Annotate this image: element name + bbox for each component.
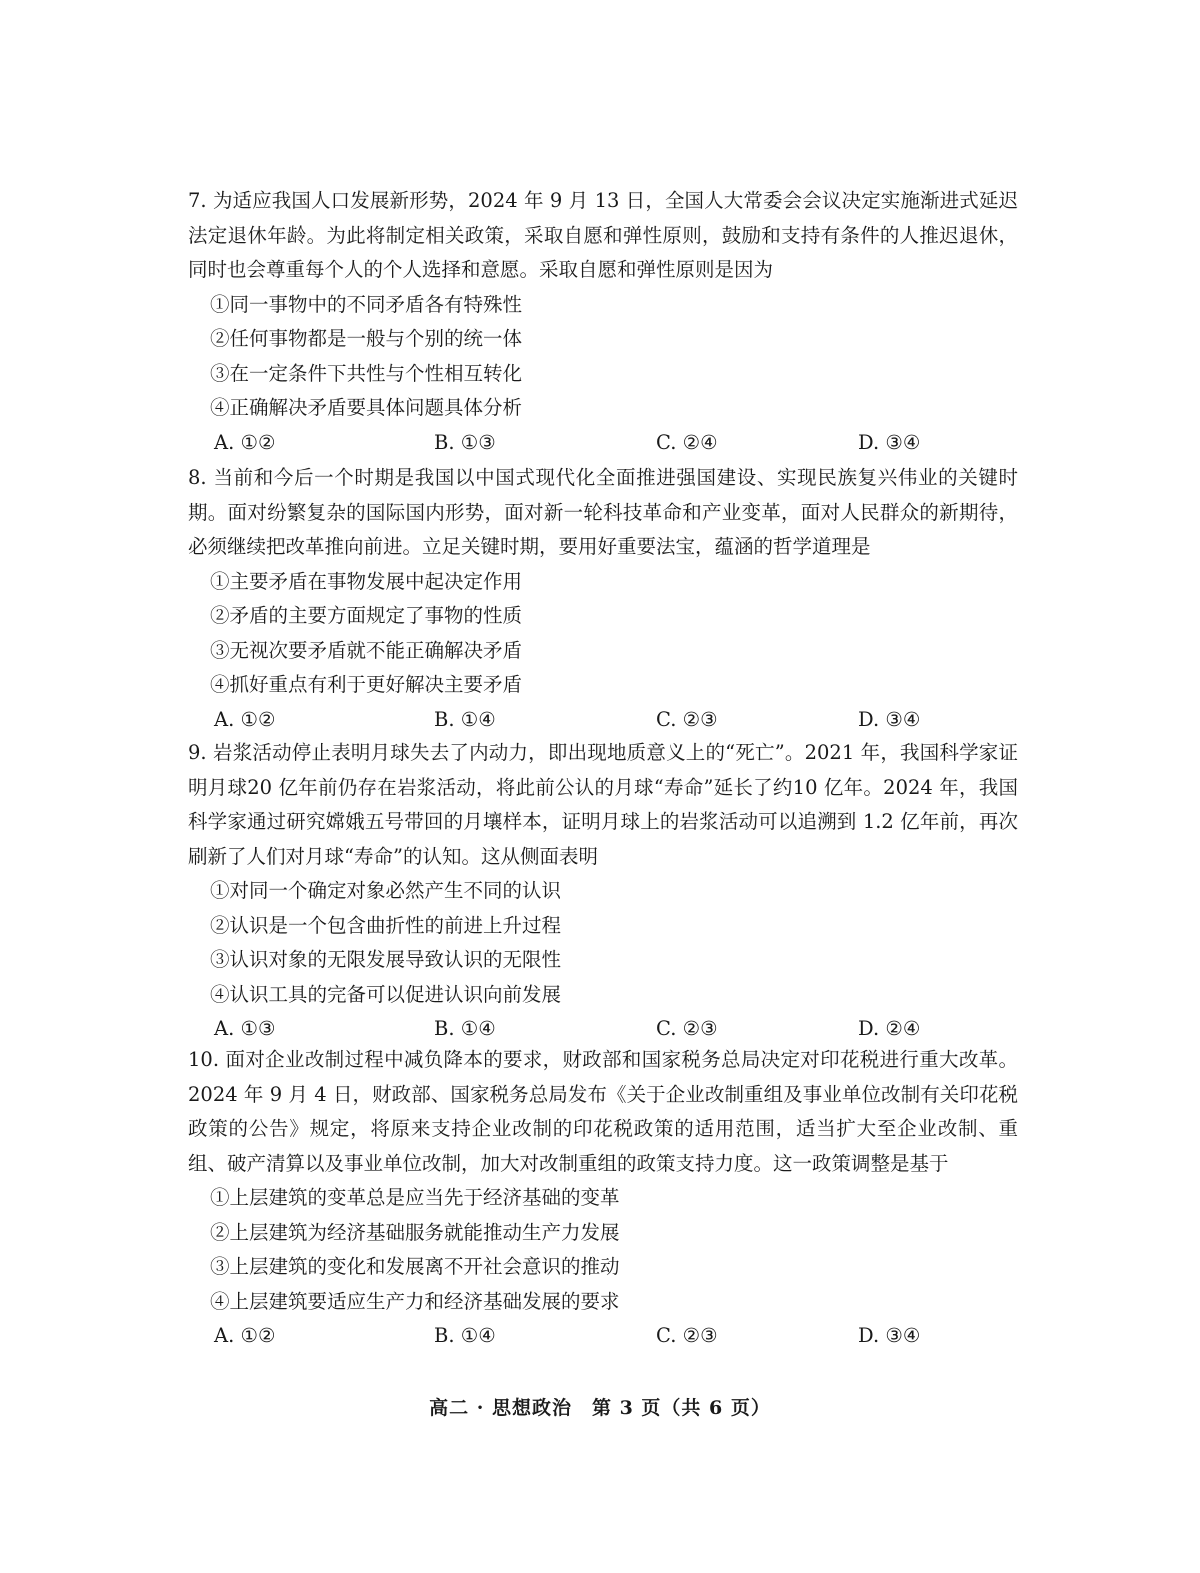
choice-c: C. ②③	[656, 707, 718, 731]
question-text: 当前和今后一个时期是我国以中国式现代化全面推进强国建设、实现民族复兴伟业的关键时期。面对纷繁复杂的国际国内形势，面对新一轮科技革命和产业变革，面对人民群众的新期待，必须继续把改革推向前进。立足关键时期，要用好重要法宝，蕴涵的哲学道理是	[188, 466, 1018, 558]
question-number: 7.	[188, 189, 207, 212]
option-item: ③认识对象的无限发展导致认识的无限性	[210, 948, 562, 971]
choice-b: B. ①④	[434, 1324, 496, 1347]
question-7	[188, 184, 1018, 460]
question-8	[188, 461, 1018, 737]
option-item: ①同一事物中的不同矛盾各有特殊性	[210, 292, 523, 316]
choice-a: A. ①②	[214, 1324, 276, 1347]
question-9	[188, 736, 1018, 1047]
choice-c: C. ②④	[656, 430, 718, 454]
choice-b: B. ①③	[434, 430, 496, 454]
choice-a: A. ①②	[214, 707, 276, 731]
question-number: 10.	[188, 1048, 220, 1071]
choice-d: D. ③④	[858, 1324, 921, 1347]
choice-a: A. ①③	[214, 1017, 276, 1040]
choice-c: C. ②③	[656, 1017, 718, 1040]
option-item: ①主要矛盾在事物发展中起决定作用	[210, 569, 523, 593]
option-item: ④上层建筑要适应生产力和经济基础发展的要求	[210, 1289, 620, 1313]
question-stem	[188, 736, 1018, 874]
option-item: ②上层建筑为经济基础服务就能推动生产力发展	[210, 1220, 620, 1244]
choice-a: A. ①②	[214, 430, 276, 454]
answer-choices	[188, 1319, 1018, 1354]
answer-choices	[188, 426, 1018, 461]
option-item: ④正确解决矛盾要具体问题具体分析	[210, 396, 523, 419]
page-footer: 高二 · 思想政治 第 3 页（共 6 页）	[429, 1397, 771, 1419]
question-text: 为适应我国人口发展新形势，2024 年 9 月 13 日，全国人大常委会会议决定实施渐进式延迟法定退休年龄。为此将制定相关政策，采取自愿和弹性原则，鼓励和支持有条件的人推迟退休，同时也会尊重每个人的个人选择和意愿。采取自愿和弹性原则是因为	[188, 189, 1018, 281]
choice-b: B. ①④	[434, 707, 496, 731]
choice-d: D. ③④	[858, 707, 921, 731]
answer-choices	[188, 703, 1018, 738]
choice-d: D. ②④	[858, 1017, 921, 1040]
option-item: ①上层建筑的变革总是应当先于经济基础的变革	[210, 1186, 620, 1209]
option-item: ②任何事物都是一般与个别的统一体	[210, 327, 523, 350]
question-stem	[188, 1043, 1018, 1181]
question-10	[188, 1043, 1018, 1354]
option-item: ②矛盾的主要方面规定了事物的性质	[210, 604, 523, 627]
question-text: 面对企业改制过程中减负降本的要求，财政部和国家税务总局决定对印花税进行重大改革。2024 年 9 月 4 日，财政部、国家税务总局发布《关于企业改制重组及事业单位改制有关印花税政策的公告》规定，将原来支持企业改制的印花税政策的适用范围，适当扩大至企业改制、重组、破产清算以及事业单位改制，加大对改制重组的政策支持力度。这一政策调整是基于	[188, 1048, 1018, 1175]
question-stem	[188, 461, 1018, 565]
question-number: 9.	[188, 741, 207, 764]
question-number: 8.	[188, 466, 207, 489]
question-text: 岩浆活动停止表明月球失去了内动力，即出现地质意义上的“死亡”。2021 年，我国科学家证明月球20 亿年前仍存在岩浆活动，将此前公认的月球“寿命”延长了约10 亿年。2024 年，我国科学家通过研究嫦娥五号带回的月壤样本，证明月球上的岩浆活动可以追溯到 1.2 亿年前，再次刷新了人们对月球“寿命”的认知。这从侧面表明	[188, 741, 1019, 868]
option-item: ③上层建筑的变化和发展离不开社会意识的推动	[210, 1255, 620, 1278]
option-item: ④认识工具的完备可以促进认识向前发展	[210, 982, 562, 1006]
option-item: ①对同一个确定对象必然产生不同的认识	[210, 879, 562, 902]
option-item: ②认识是一个包含曲折性的前进上升过程	[210, 913, 562, 937]
answer-choices	[188, 1012, 1018, 1047]
question-stem	[188, 184, 1018, 288]
choice-c: C. ②③	[656, 1324, 718, 1347]
option-item: ③无视次要矛盾就不能正确解决矛盾	[210, 638, 523, 662]
option-item: ③在一定条件下共性与个性相互转化	[210, 361, 523, 385]
option-item: ④抓好重点有利于更好解决主要矛盾	[210, 673, 523, 696]
choice-d: D. ③④	[858, 430, 921, 454]
choice-b: B. ①④	[434, 1017, 496, 1040]
